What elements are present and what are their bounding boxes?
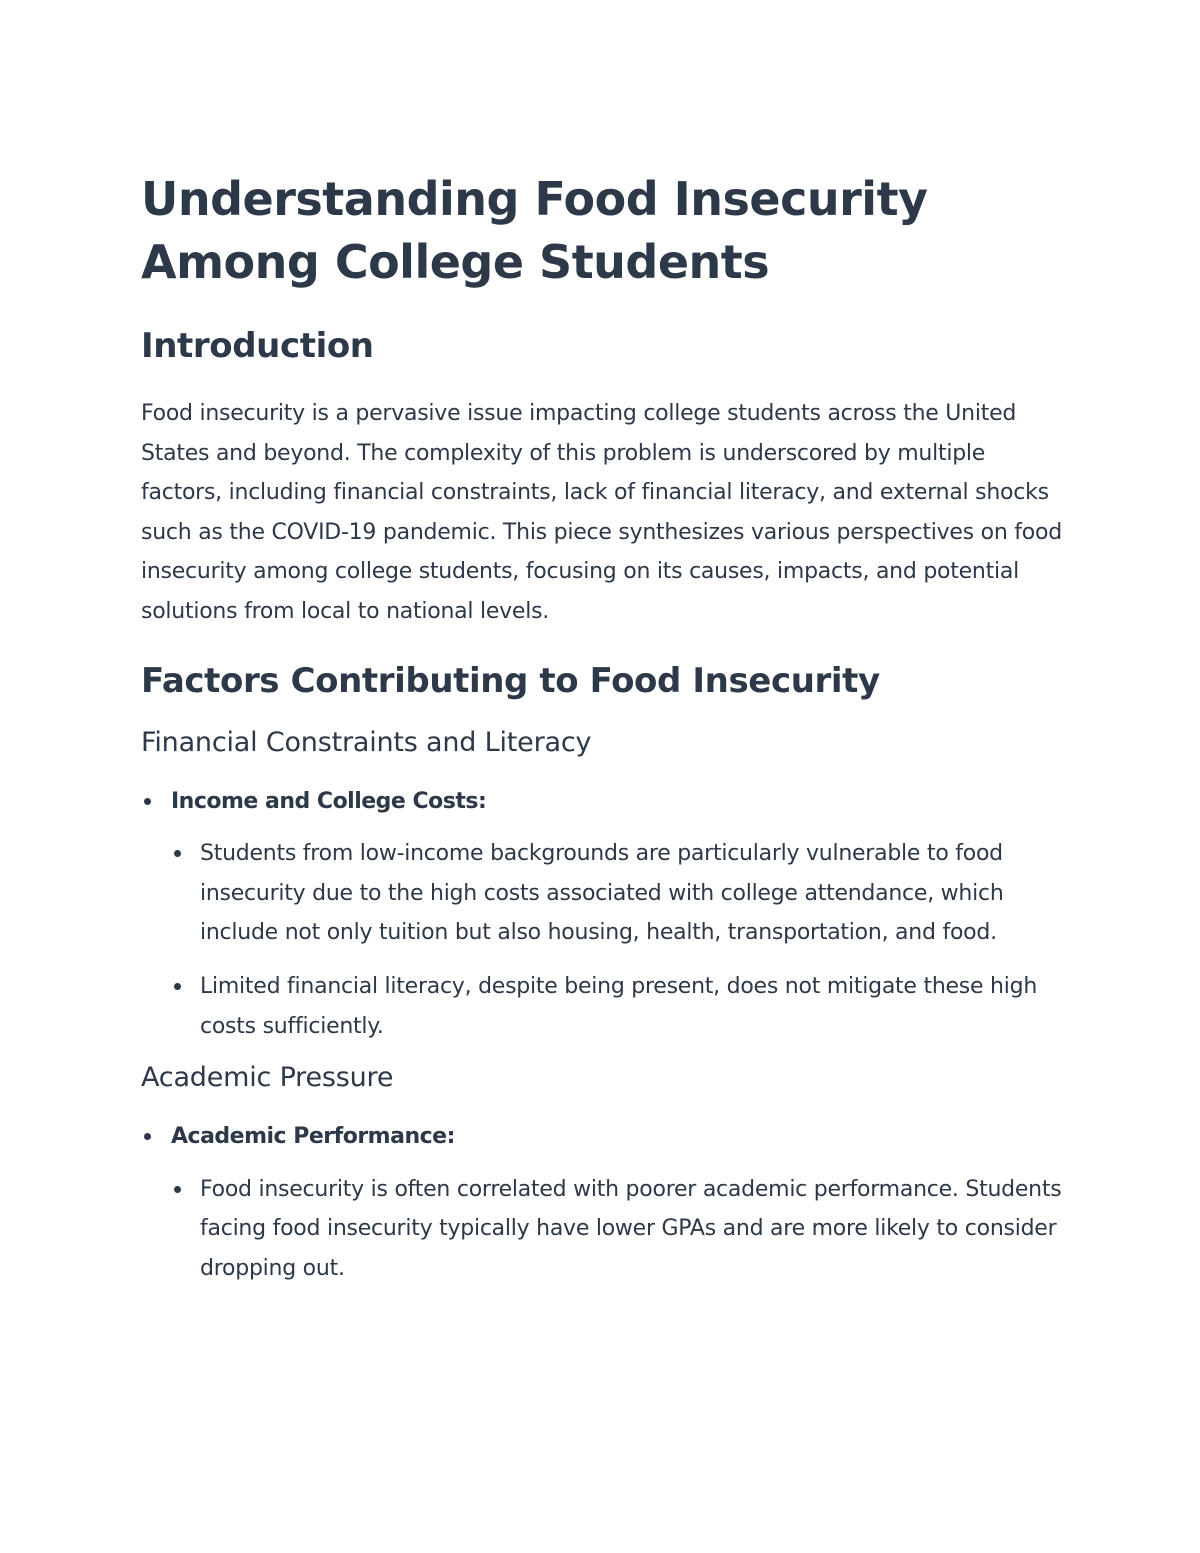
list-item [171, 1170, 1066, 1289]
academic-list [141, 1117, 1066, 1288]
bullet-icon [144, 1133, 151, 1140]
list-item-text: Students from low-income backgrounds are particularly vulnerable to food insecurity due to the high costs associated with college attendance, which include not only tuition but also housing, health, transportation, and food. [200, 841, 1004, 946]
academic-performance-label: Academic Performance: [171, 1124, 455, 1150]
academic-sublist [171, 1170, 1066, 1289]
bullet-icon [174, 1186, 181, 1193]
introduction-paragraph: Food insecurity is a pervasive issue impacting college students across the United States and beyond. The complexity of this problem is underscored by multiple factors, including financial constraints, lack of financial literacy, and external shocks such as the COVID-19 pandemic. This piece synthesizes various perspectives on food insecurity among college students, focusing on its causes, impacts, and potential solutions from local to national levels. [141, 401, 1062, 624]
bullet-icon [174, 983, 181, 990]
list-item [141, 1117, 1066, 1288]
list-item [171, 834, 1066, 953]
list-item-text: Food insecurity is often correlated with poorer academic performance. Students facing food insecurity typically have lower GPAs and are more likely to consider dropping out. [200, 1176, 1062, 1281]
bullet-icon [144, 798, 151, 805]
list-item [141, 782, 1066, 1047]
document-page [141, 168, 1066, 1303]
financial-section-heading: Financial Constraints and Literacy [141, 726, 592, 758]
income-college-costs-label: Income and College Costs: [171, 788, 487, 814]
list-item-text: Limited financial literacy, despite being present, does not mitigate these high costs sufficiently. [200, 973, 1038, 1039]
financial-sublist [171, 834, 1066, 1046]
page-title: Understanding Food Insecurity Among College Students [141, 172, 928, 289]
introduction-heading: Introduction [141, 326, 374, 366]
list-item [171, 967, 1066, 1046]
financial-list [141, 782, 1066, 1047]
bullet-icon [174, 850, 181, 857]
academic-section-heading: Academic Pressure [141, 1062, 394, 1094]
factors-heading: Factors Contributing to Food Insecurity [141, 660, 880, 701]
